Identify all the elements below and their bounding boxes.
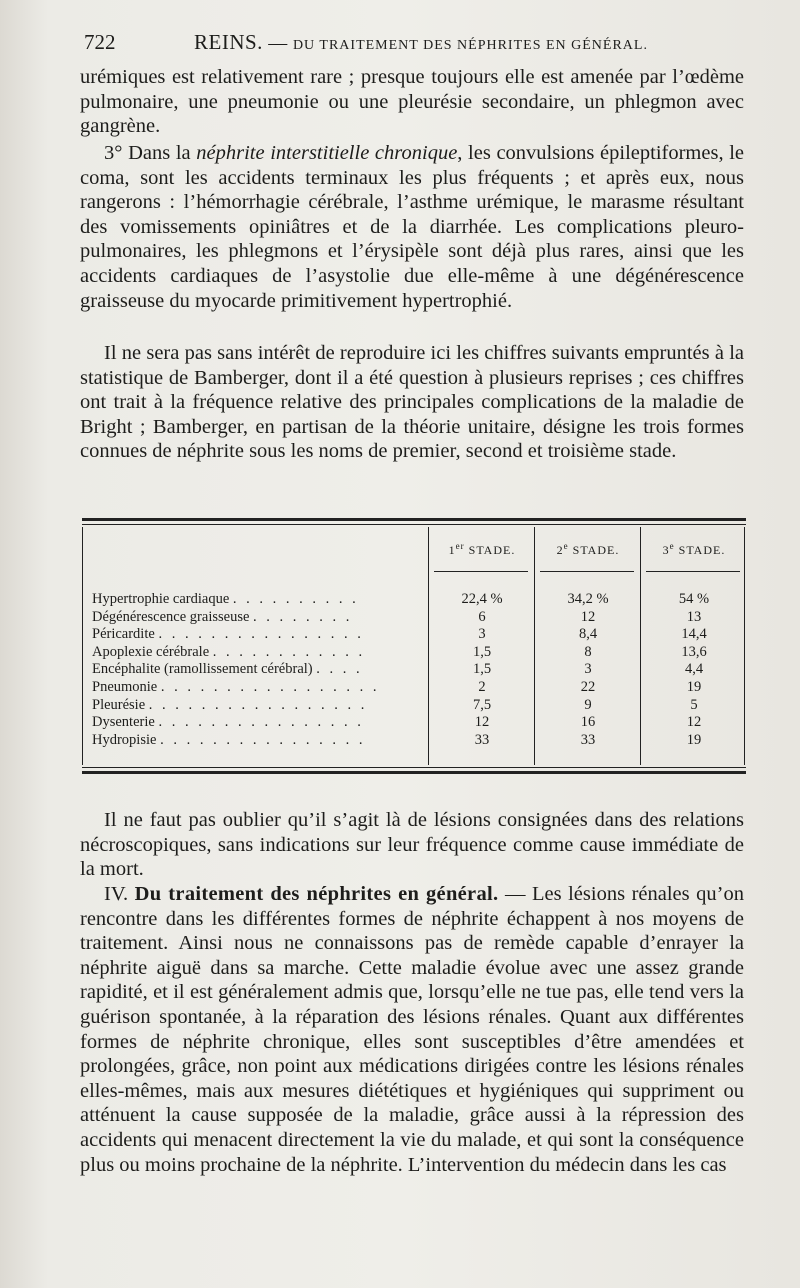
paragraph-2 xyxy=(80,141,744,313)
paragraph-5-lead: IV. xyxy=(104,883,135,905)
leader-dots: . . . . xyxy=(316,661,363,678)
stage-3-value: 19 xyxy=(686,679,702,695)
stage-1-value: 7,5 xyxy=(472,696,492,713)
stage-3-value: 19 xyxy=(686,731,702,748)
table-divider-2 xyxy=(534,527,535,765)
stage-2-value: 22 xyxy=(580,679,596,695)
stage-3-value: 13 xyxy=(686,608,702,625)
paragraph-3-text: Il ne sera pas sans intérêt de reproduire ici les chiffres suivants empruntés à la statistique de Bamberger, dont il a été question à plusieurs reprises ; ces chiffres ont trait à la fréquence relative des principales complications de la maladie de Bright ; Bamberger, en partisan de la théorie unitaire, désigne les trois formes connues de néphrite sous les noms de premier, second et troisième stade. xyxy=(80,342,744,463)
leader-dots: . . . . . . . . . . . . . . . . . xyxy=(148,696,368,713)
section-subtitle: DU TRAITEMENT DES NÉPHRITES EN GÉNÉRAL. xyxy=(292,38,648,53)
stage-1-value: 12 xyxy=(474,714,490,731)
header-rule-1 xyxy=(434,571,528,572)
row-label-text: Dysenterie xyxy=(92,714,155,731)
paragraph-5-text xyxy=(80,882,744,1177)
stage-2-number: 2 xyxy=(556,543,564,557)
row-label-text: Apoplexie cérébrale xyxy=(92,643,210,660)
row-label-text: Hypertrophie cardiaque xyxy=(92,591,230,607)
row-label-text: Dégénérescence graisseuse xyxy=(92,608,250,625)
paragraph-2-text xyxy=(80,141,744,313)
stage-1-label: STADE. xyxy=(468,543,516,557)
stage-2-value: 16 xyxy=(580,714,596,731)
paragraph-4 xyxy=(80,808,744,882)
row-label xyxy=(92,626,428,643)
stage-1-value: 1,5 xyxy=(472,643,492,660)
leader-dots: . . . . . . . . . . . . . . . . xyxy=(160,731,366,748)
row-label xyxy=(92,714,428,731)
stage-3-value: 12 xyxy=(686,714,702,731)
table-rule-top xyxy=(82,524,746,525)
stage-3-value: 4,4 xyxy=(684,661,704,678)
section-heading: Du traitement des néphrites en général. xyxy=(134,883,499,905)
header-rule-3 xyxy=(646,571,740,572)
stage-2-value: 3 xyxy=(584,661,592,678)
stage-3-value: 14,4 xyxy=(681,626,707,643)
stage-1-value: 22,4 % xyxy=(461,591,503,607)
row-label xyxy=(92,661,428,678)
table-divider-3 xyxy=(640,527,641,765)
paragraph-2-italic: néphrite interstitielle chronique xyxy=(196,142,458,164)
stage-2-label: STADE. xyxy=(572,543,620,557)
stage-2-value: 33 xyxy=(580,731,596,748)
row-label xyxy=(92,679,428,696)
stage-1-value: 2 xyxy=(478,679,486,695)
statistics-table xyxy=(82,518,746,774)
stage-1-suffix: er xyxy=(455,541,465,551)
table-border-right xyxy=(744,527,745,765)
paragraph-5 xyxy=(80,882,744,1177)
row-label xyxy=(92,732,428,749)
stage-1-value: 3 xyxy=(478,626,486,643)
row-label xyxy=(92,644,428,661)
stage-2-suffix: e xyxy=(563,541,569,551)
leader-dots: . . . . . . . . . . . . . . . . xyxy=(158,626,364,643)
column-header-stage-1 xyxy=(434,541,530,558)
stage-2-value: 8 xyxy=(584,643,592,660)
title-dash: — xyxy=(268,33,288,54)
paragraph-2-rest: , les convulsions épileptiformes, le coma, sont les accidents terminaux les plus fréquents ; et après eux, nous rangerons : l’hémorrhagie cérébrale, l’asthme urémique, le marasme résultant des vomissements opiniâtres et de la diarrhée. Les complications pleuro-pulmonaires, les phlegmons et l’érysipèle sont déjà plus rares, ainsi que les accidents cardiaques de l’asystolie due elle-même à une dégénérescence graisseuse du myocarde primitivement hypertrophié. xyxy=(80,142,744,312)
paragraph-1-text: urémiques est relativement rare ; presque toujours elle est amenée par l’œdème pulmonaire, une pneumonie ou une pleurésie secondaire, un phlegmon avec gangrène. xyxy=(80,66,744,138)
row-label xyxy=(92,591,428,608)
column-header-stage-3 xyxy=(646,541,742,558)
paragraph-4-text: Il ne faut pas oublier qu’il s’agit là de lésions consignées dans des relations nécroscopiques, sans indications sur leur fréquence comme cause immédiate de la mort. xyxy=(80,809,744,881)
row-label xyxy=(92,609,428,626)
leader-dots: . . . . . . . . . . . . . . . . . xyxy=(160,679,380,695)
leader-dots: . . . . . . . . . . . . xyxy=(212,643,366,660)
stage-3-number: 3 xyxy=(662,543,670,557)
stage-1-value: 6 xyxy=(478,608,486,625)
running-header xyxy=(84,30,744,60)
row-label-text: Pneumonie xyxy=(92,679,158,695)
row-label-text: Hydropisie xyxy=(92,731,157,748)
stage-1-value: 1,5 xyxy=(472,661,492,678)
row-label-text: Pleurésie xyxy=(92,696,146,713)
table-rule-bottom xyxy=(82,767,746,768)
stage-1-number: 1 xyxy=(448,543,456,557)
paragraph-5-rest: — Les lésions rénales qu’on rencontre dans les différentes formes de néphrite échappent à nos moyens de traitement. Ainsi nous ne connaissons pas de remède capable d’enrayer la néphrite aiguë dans sa marche. Cette maladie évolue avec une assez grande rapidité, et il est généralement admis que, lorsqu’elle ne tue pas, elle tend vers la guérison spontanée, à la réparation des lésions rénales. Quant aux différentes formes de néphrite chronique, elles sont susceptibles d’être amendées et prolongées, grâce, non point aux médications dirigées contre les lésions rénales elles-mêmes, mais aux mesures diététiques et hygiéniques qui suppriment ou atténuent la cause supposée de la maladie, grâce aussi à la répression des accidents qui menacent directement la vie du malade, et qui sont la conséquence plus ou moins prochaine de la néphrite. L’intervention du médecin dans les cas xyxy=(80,883,744,1176)
stage-2-value: 9 xyxy=(584,696,592,713)
table-divider-1 xyxy=(428,527,429,765)
stage-3-suffix: e xyxy=(669,541,675,551)
stage-2-value: 34,2 % xyxy=(567,591,609,607)
stage-3-label: STADE. xyxy=(678,543,726,557)
chapter-title: REINS. xyxy=(194,30,263,54)
stage-2-value: 12 xyxy=(580,608,596,625)
table-border-left xyxy=(82,527,83,765)
row-label xyxy=(92,697,428,714)
page-number: 722 xyxy=(84,30,116,54)
stage-1-value: 33 xyxy=(474,731,490,748)
paragraph-3 xyxy=(80,341,744,464)
stage-3-value: 5 xyxy=(690,696,698,713)
row-label-text: Péricardite xyxy=(92,626,155,643)
column-header-stage-2 xyxy=(540,541,636,558)
leader-dots: . . . . . . . . xyxy=(253,608,353,625)
row-label-text: Encéphalite (ramollissement cérébral) xyxy=(92,661,313,678)
stage-2-value: 8,4 xyxy=(578,626,598,643)
paragraph-2-lead: 3° Dans la xyxy=(104,142,197,164)
leader-dots: . . . . . . . . . . xyxy=(232,591,359,607)
paragraph-1 xyxy=(80,65,744,139)
stage-3-value: 13,6 xyxy=(681,643,707,660)
header-rule-2 xyxy=(540,571,634,572)
stage-3-value: 54 % xyxy=(678,591,710,607)
running-title xyxy=(194,30,648,55)
leader-dots: . . . . . . . . . . . . . . . . xyxy=(158,714,364,731)
